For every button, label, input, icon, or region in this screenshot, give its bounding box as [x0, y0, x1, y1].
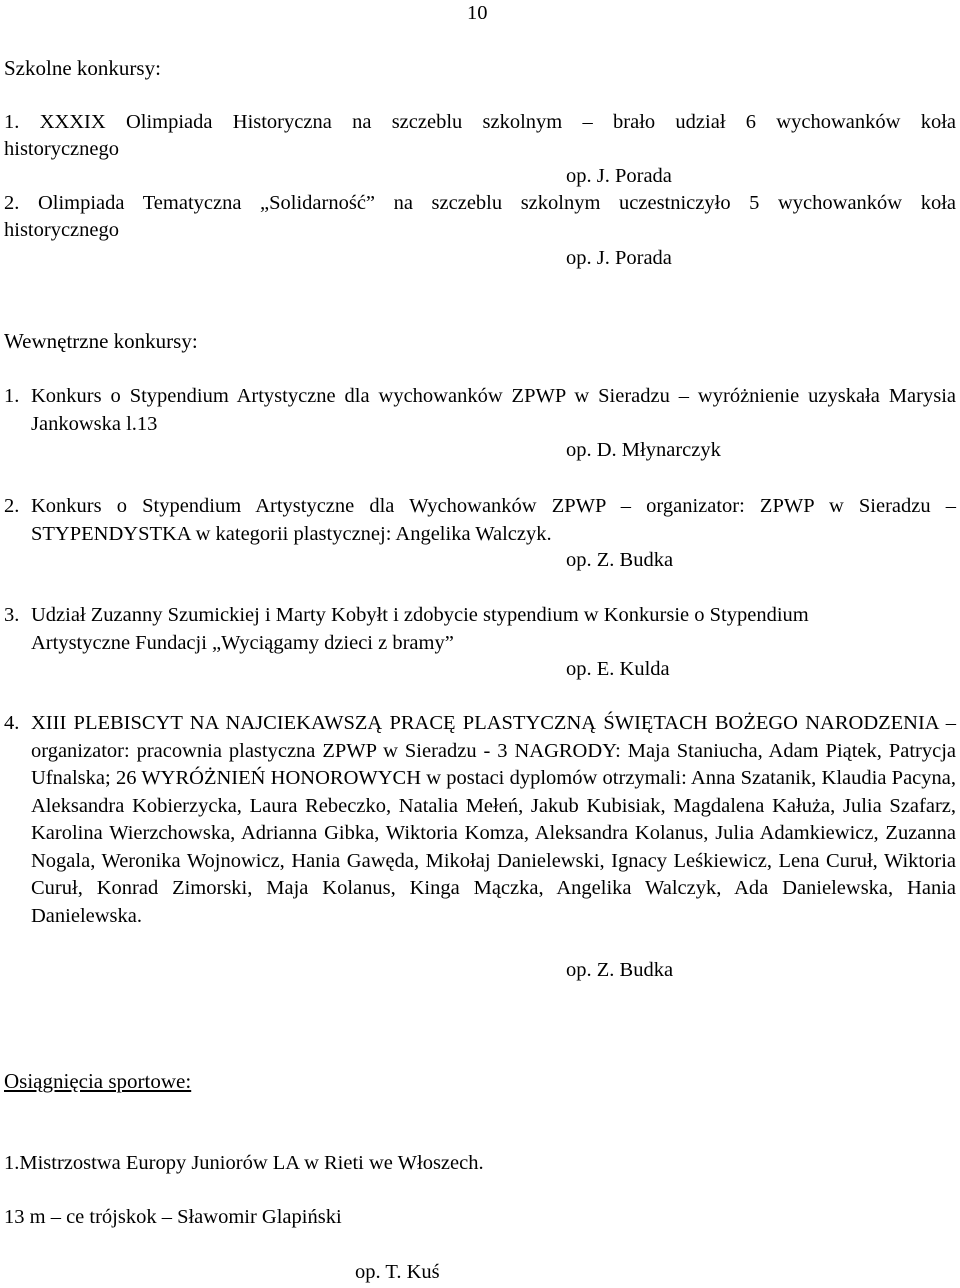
item-text: Konkurs o Stypendium Artystyczne dla wychowanków ZPWP w Sieradzu – wyróżnienie uzyskała Marysia Jankowska l.13 — [31, 385, 956, 435]
page-number: 10 — [467, 2, 488, 24]
item-text: XIII PLEBISCYT NA NAJCIEKAWSZĄ PRACĘ PLASTYCZNĄ ŚWIĘTACH BOŻEGO NARODZENIA – organizator: pracownia plastyczna ZPWP w Sieradzu - 3 NAGRODY: Maja Staniucha, Adam Piątek, Patrycja Ufnalska; 26 WYRÓŻNIEŃ HONOROWYCH w postaci dyplomów otrzymali: Anna Szatanik, Klaudia Pacyna, Aleksandra Kobierzycka, Laura Rebeczko, Natalia Mełeń, Jakub Kubisiak, Magdalena Kałuża, Julia Szafarz, Karolina Wierzchowska, Adrianna Gibka, Wiktoria Komza, Aleksandra Kolanus, Julia Adamkiewicz, Zuzanna Nogala, Weronika Wojnowicz, Hania Gawęda, Mikołaj Danielewski, Ignacy Leśkiewicz, Lena Curuł, Wiktoria Curuł, Konrad Zimorski, Maja Kolanus, Kinga Mączka, Angelika Walczyk, Ada Danielewska, Hania Danielewska. — [31, 712, 956, 927]
sports-result: 13 m – ce trójskok – Sławomir Glapiński — [4, 1206, 342, 1228]
item-number: 4. — [4, 712, 20, 734]
internal-heading: Wewnętrzne konkursy: — [4, 329, 198, 353]
item-number: 3. — [4, 604, 20, 626]
school-item-1-line1: 1. XXXIX Olimpiada Historyczna na szczeblu szkolnym – brało udział 6 wychowanków koła — [4, 111, 956, 133]
school-item-2-line1: 2. Olimpiada Tematyczna „Solidarność” na szczeblu szkolnym uczestniczyło 5 wychowanków koła — [4, 192, 956, 214]
sports-op: op. T. Kuś — [355, 1261, 440, 1283]
school-heading: Szkolne konkursy: — [4, 56, 161, 80]
item-op: op. Z. Budka — [566, 959, 674, 981]
item-text: Udział Zuzanny Szumickiej i Marty Kobyłt i zdobycie stypendium w Konkursie o Stypendium Artystyczne Fundacji „Wyciągamy dzieci z bramy” — [31, 604, 809, 654]
school-item-1-op: op. J. Porada — [566, 165, 672, 187]
school-item-2-line2: historycznego — [4, 219, 119, 241]
school-item-1-line2: historycznego — [4, 138, 119, 160]
item-op: op. E. Kulda — [566, 658, 670, 680]
item-op: op. D. Młynarczyk — [566, 439, 721, 461]
item-text: Konkurs o Stypendium Artystyczne dla Wychowanków ZPWP – organizator: ZPWP w Sieradzu – STYPENDYSTKA w kategorii plastycznej: Angelika Walczyk. — [31, 495, 956, 545]
item-op: op. Z. Budka — [566, 549, 674, 571]
sports-event: 1.Mistrzostwa Europy Juniorów LA w Rieti we Włoszech. — [4, 1152, 484, 1174]
school-item-2-op: op. J. Porada — [566, 247, 672, 269]
item-number: 1. — [4, 385, 20, 407]
item-number: 2. — [4, 495, 20, 517]
sports-heading: Osiągnięcia sportowe: — [4, 1069, 192, 1093]
